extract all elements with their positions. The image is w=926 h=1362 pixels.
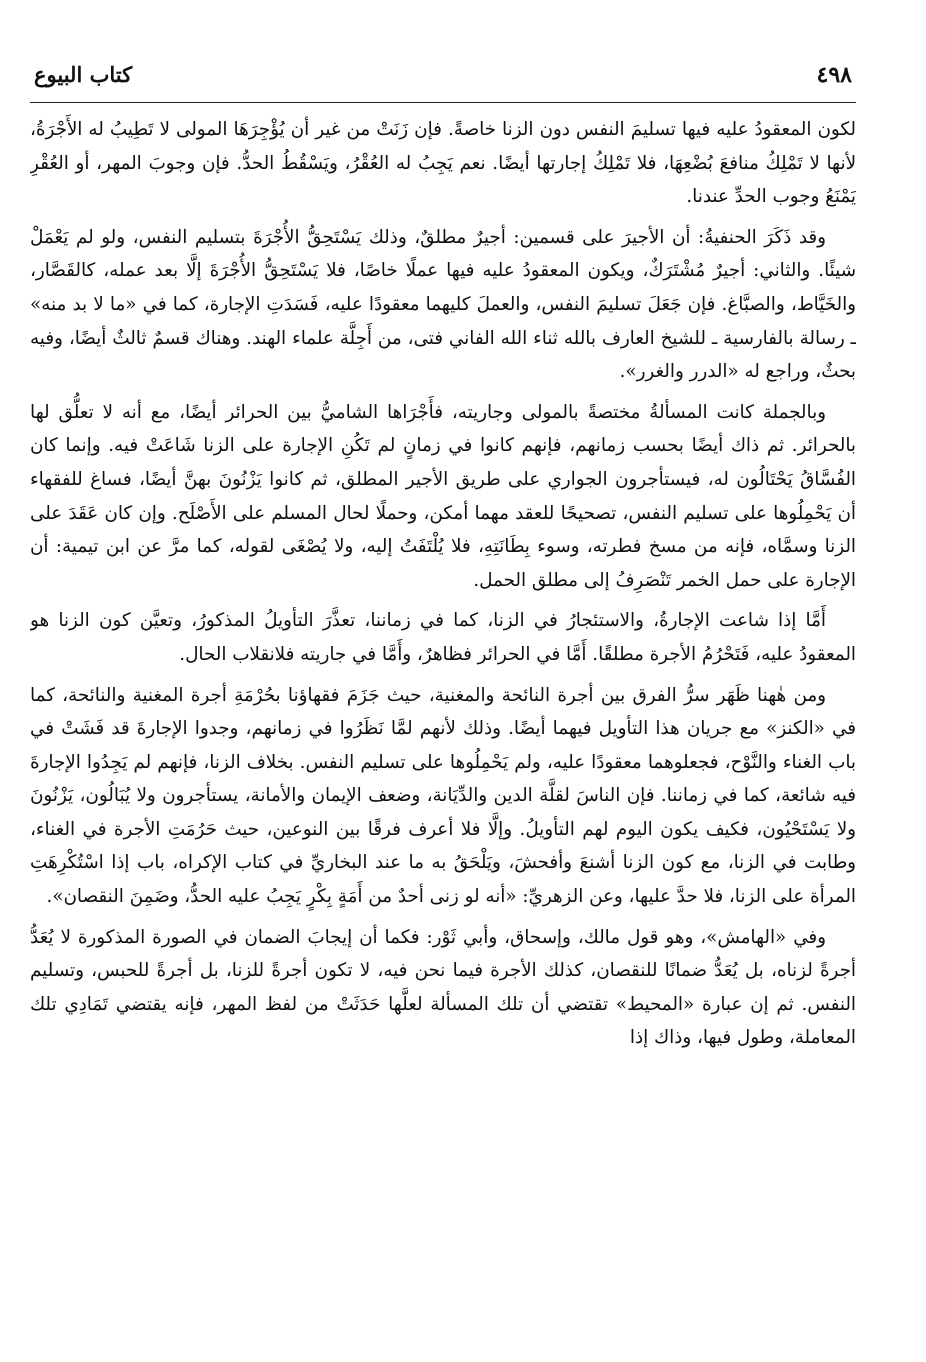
paragraph: أَمَّا إذا شاعت الإجارةُ، والاستئجارُ في الزنا، كما في زماننا، تعذَّرَ التأويلُ المذكورُ، وتعيَّن كون الزنا هو المعقودُ عليه، فَتَحْرُمُ الأجرة مطلقًا. أَمَّا في الحرائر فظاهرٌ، وأَمَّا في جاريته فلانقلاب الحال. — [30, 610, 856, 665]
paragraph: لكون المعقودُ عليه فيها تسليمَ النفس دون الزنا خاصةً. فإن زَنَتْ من غير أن يُؤْجِرَهَا المولى لا تَطِيبُ له الأَجْرَةُ، لأنها لا تَمْلِكُ منافعَ بُضْعِهَا، فلا تَمْلِكُ إجارتها أيضًا. نعم يَجِبُ له العُقْرُ، ويَسْقُطُ الحدُّ. فإن وجوبَ المهر، أو العُقْرِ يَمْنَعُ وجوب الحدِّ عندنا. — [30, 119, 856, 208]
page-number: ٤٩٨ — [816, 62, 852, 88]
paragraph: وبالجملة كانت المسألةُ مختصةً بالمولى وجاريته، فأَجْرَاها الشاميُّ بين الحرائر أيضًا، مع أنه لا تعلُّق لها بالحرائر. ثم ذاك أيضًا بحسب زمانهم، فإنهم كانوا في زمانٍ لم تَكُنِ الإجارة على الزنا شَاعَتْ فيه. وإنما كان الفُسَّاقُ يَحْتَالُون له، فيستأجرون الجواري على طريق الأجير المطلق، ثم كانوا يَزْنُونَ بهنَّ أيضًا، فساغ للفقهاء أن يَحْمِلُوها على تسليم النفس، تصحيحًا للعقد مهما أمكن، وحملًا لحال المسلم على الأَصْلَح. وإن كان عَقَدَ على الزنا وسمَّاه، فإنه من مسخ فطرته، وسوء بِطَانَتِهِ، فلا يُلْتَفَتُ إليه، ولا يُصْغَى لقوله، كما مرَّ عن ابن تيمية: أن الإجارة على حمل الخمر تَنْصَرِفُ إلى مطلق الحمل. — [30, 401, 856, 591]
paragraph: وفي «الهامش»، وهو قول مالك، وإسحاق، وأبي ثَوْر: فكما أن إيجابَ الضمان في الصورة المذكورة لا يُعَدُّ أجرةً لزناه، بل يُعَدُّ ضمانًا للنقصان، كذلك الأجرة فيما نحن فيه، لا تكون أجرةً للزنا، بل أجرةً للحبس، وتسليم النفس. ثم إن عبارة «المحيط» تقتضي أن تلك المسألة لعلَّها حَدَثَتْ من لفظ المهر، فإنه يقتضي تَمَادِي تلك المعاملة، وطول فيها، وذاك إذا — [30, 926, 856, 1049]
body-text — [30, 103, 856, 1055]
paragraph: ومن هٰهنا ظَهَر سرُّ الفرق بين أجرة النائحة والمغنية، حيث جَزَمَ فقهاؤنا بحُرْمَةِ أجرة المغنية والنائحة، كما في «الكنز» مع جريان هذا التأويل فيهما أيضًا. وذلك لأنهم لمَّا نَظَرُوا في زمانهم، وجدوا الإجارةَ قد فَشَتْ في باب الغناء والنَّوْح، فجعلوهما معقودًا عليه، ولم يَحْمِلُوها على تسليم النفس. بخلاف الزنا، فإنهم لم يَجِدُوا الإجارةَ فيه شائعة، كما في زماننا. فإن الناسَ لقلَّة الدين والدِّيَانة، وضعف الإيمان والأمانة، يستأجرون ولا يُبَالُون، يَزْنُونَ ولا يَسْتَحْيُون، فكيف يكون اليوم لهم التأويلُ. وإلَّا فلا أعرف فرقًا بين النوعين، حيث حَرُمَتِ الأجرة في الغناء، وطابت في الزنا، مع كون الزنا أشنعَ وأفحشَ، ويَلْحَقُ به ما عند البخاريِّ في كتاب الإكراه، باب إذا اسْتُكْرِهَتِ المرأة على الزنا، فلا حدَّ عليها، وعن الزهريِّ: «أنه لو زنى أحدٌ من أَمَةٍ بِكْرٍ يَجِبُ عليه الحدُّ، وضَمِنَ النقصان». — [30, 684, 856, 908]
running-head — [30, 58, 856, 103]
book-page — [30, 58, 856, 1348]
paragraph: وقد ذَكَرَ الحنفيةُ: أن الأجيرَ على قسمين: أجيرٌ مطلقٌ، وذلك يَسْتَحِقُّ الأُجْرَةَ بتسليم النفس، ولو لم يَعْمَلْ شيئًا. والثاني: أجيرٌ مُشْتَرَكٌ، ويكون المعقودُ عليه فيها عملًا خاصًا، فلا يَسْتَحِقُّ الأُجْرَةَ إلَّا بعد عمله، كالقَصَّار، والخَيَّاط، والصبَّاغ. فإن جَعَلَ تسليمَ النفس، والعملَ كليهما معقودًا عليه، فَسَدَتِ الإجارة، كما في «ما لا بد منه» ـ رسالة بالفارسية ـ للشيخ العارف بالله ثناء الله الفاني فتى، من أَجِلَّة علماء الهند. وهناك قسمٌ ثالثٌ أيضًا، وفيه بحثٌ، وراجع له «الدرر والغرر». — [30, 226, 856, 383]
book-title: كتاب البيوع — [34, 62, 133, 87]
